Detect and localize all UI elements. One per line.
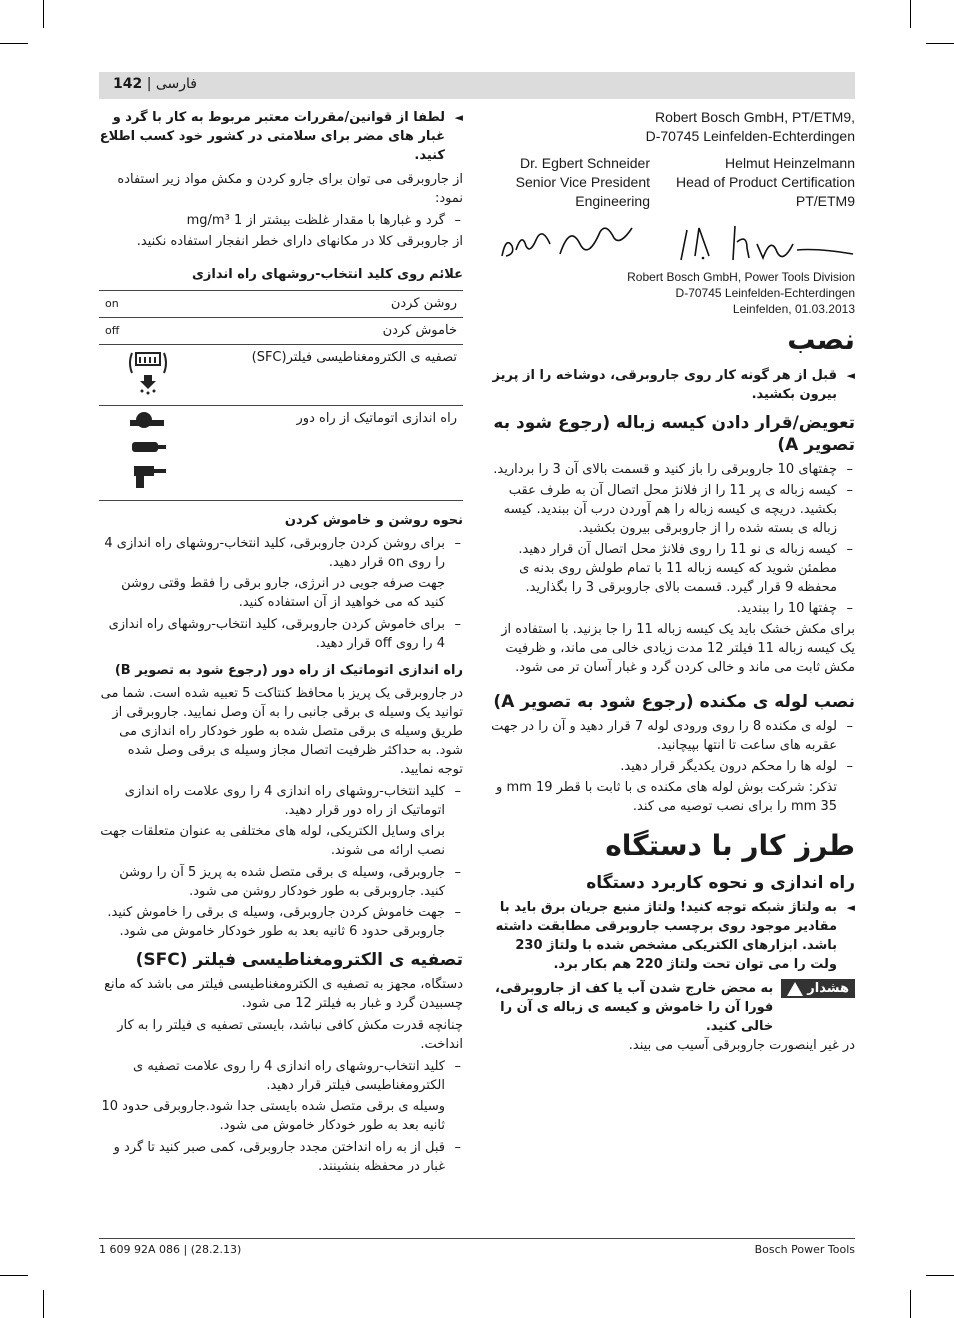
off-symbol: off [99, 318, 197, 345]
onoff-heading: نحوه روشن و خاموش کردن [284, 513, 463, 528]
symbols-row-text: روشن کردن [197, 291, 463, 318]
company-address: D-70745 Leinfelden-Echterdingen [645, 128, 855, 144]
signatory-2-name: Helmut Heinzelmann [725, 155, 855, 171]
voltage-warning: ◄ به ولتاژ شبکه توجه کنید! ولتاژ منبع جریان برق باید با مقادیر موجود روی برچسب جاروبرقی مطابقت داشته باشد. ابزارهای الکتریکی مشخص شده با ولتاژ 230 ولت را می توان تحت ولتاژ 220 هم بکار برد. [490, 898, 855, 974]
header-language: فارسی [155, 76, 197, 92]
symbols-row-text: تصفیه ی الکترومغناطیسی فیلتر(SFC) [197, 345, 463, 406]
signature-2 [665, 220, 855, 264]
hose-item-1: – لوله ی مکنده 8 را روی ورودی لوله 7 قرار دهید و آن را در جهت عقربه های ساعت تا انتها بپیچانید. [490, 717, 855, 755]
header-separator: | [146, 76, 156, 92]
bag-item-2: – کیسه زباله ی پر 11 را از فلانژ محل اتصال آن به طرف عقب بکشید. دریچه ی کیسه زباله را هم آوردن درب آن ببندید. کیسه زباله ی بسته شده را از جاروبرقی بیرون بکشید. [490, 481, 855, 538]
sfc-paragraph-2: چنانچه قدرت مکش کافی نباشد، بایستی تصفیه ی فیلتر را به کار انداخت. [117, 1018, 463, 1052]
sfc-item-1: – کلید انتخاب-روشهای راه اندازی 4 را روی علامت تصفیه ی الکترومغناطیسی فیلتر قرار دهید. [99, 1057, 463, 1095]
remote-heading: راه اندازی اتوماتیک از راه دور (رجوع شود به تصویر B) [114, 663, 463, 678]
signatory-1-dept: Engineering [575, 193, 650, 209]
signatures [490, 217, 855, 267]
crop-mark [910, 0, 911, 28]
sfc-item-2: – قبل از به راه انداختن مجدد جاروبرقی، کمی صبر کنید تا گرد و غبار در محفظه بنشینند. [99, 1138, 463, 1176]
crop-mark [43, 1290, 44, 1318]
usage-title: طرز کار با دستگاه [605, 829, 855, 862]
remote-item-1: – کلید انتخاب-روشهای راه اندازی 4 را روی علامت راه اندازی اتوماتیک از راه دور قرار دهید. [99, 782, 463, 820]
danger-box [490, 979, 855, 1036]
bag-item-4: – چفتها 10 را ببندید. [490, 599, 855, 618]
filter-cleaning-icon [99, 345, 197, 406]
symbols-heading: علائم روی کلید انتخاب-روشهای راه اندازی [191, 267, 463, 282]
remote-item-3: – جهت خاموش کردن جاروبرقی، وسیله ی برقی را خاموش کنید. جاروبرقی حدود 6 ثانیه بعد به طور خودکار خاموش می شود. [99, 903, 463, 941]
signatory-1-title: Senior Vice President [515, 174, 650, 190]
signatory-1-name: Dr. Egbert Schneider [520, 155, 650, 171]
power-tools-icon [99, 406, 197, 501]
danger-text-2: در غیر اینصورت جاروبرقی آسیب می بیند. [628, 1038, 855, 1053]
symbols-row-text: راه اندازی اتوماتیک از راه دور [197, 406, 463, 501]
remote-paragraph: در جاروبرقی یک پریز با محافظ کنتاکت 5 تعبیه شده است. شما می توانید یک وسیله ی برقی جانبی را به آن وصل نمایید. جاروبرقی از طریق وسیله ی برقی متصل شده به طور خودکار راه اندازی می شود. به حداکثر ظرفیت اتصال مجاز وسیله ی برقی وصل شده توجه نمایید. [100, 686, 463, 777]
intro-list-item: – گرد و غبارها با مقدار غلظت بیشتر از 1 mg/m³ [99, 211, 463, 230]
signatory-1 [490, 154, 650, 211]
company-division: Robert Bosch GmbH, Power Tools Division [627, 270, 855, 284]
intro-warning: ◄ لطفا از قوانین/مقررات معتبر مربوط به کار با گرد و غبار های مضر برای سلامتی در کشور خود کسب اطلاع کنید. [99, 108, 463, 165]
signatories [490, 154, 855, 211]
crop-mark [926, 43, 954, 44]
crop-mark [910, 1290, 911, 1318]
danger-label: هشدار [807, 981, 849, 996]
crop-mark [926, 1275, 954, 1276]
declaration-block [490, 108, 855, 317]
crop-mark [43, 0, 44, 28]
crop-mark [0, 43, 28, 44]
symbols-row-text: خاموش کردن [197, 318, 463, 345]
symbols-row-sfc [99, 345, 463, 406]
page-header [99, 72, 855, 99]
signatory-2-dept: PT/ETM9 [795, 193, 855, 209]
page-number: 142 [113, 76, 143, 92]
remote-note: برای وسایل الکتریکی، لوله های مختلفی به عنوان متعلقات جهت نصب ارائه می شوند. [100, 824, 445, 858]
intro-paragraph: از جاروبرقی می توان برای جارو کردن و مکش مواد زیر استفاده نمود: [117, 172, 463, 206]
warning-triangle-icon [787, 982, 803, 996]
company-name: Robert Bosch GmbH, PT/ETM9, [655, 109, 855, 125]
danger-badge [781, 979, 855, 998]
left-column [99, 108, 463, 1178]
sfc-note: وسیله ی برقی متصل شده بایستی جدا شود.جاروبرقی حدود 10 ثانیه بعد به طور خودکار خاموش می شود. [101, 1099, 445, 1133]
onoff-item-2: – برای خاموش کردن جاروبرقی، کلید انتخاب-روشهای راه اندازی 4 را روی off قرار دهید. [99, 615, 463, 653]
on-symbol: on [99, 291, 197, 318]
onoff-note: جهت صرفه جویی در انرژی، جارو برقی را فقط وقتی روشن کنید که می خواهید از آن استفاده کنید. [121, 576, 445, 610]
symbols-row-off [99, 318, 463, 345]
header-text [113, 76, 197, 92]
symbols-row-remote [99, 406, 463, 501]
remote-item-2: – جاروبرقی، وسیله ی برقی متصل شده به پریز 5 آن را روشن کنید. جاروبرقی به طور خودکار روشن می شود. [99, 863, 463, 901]
footer-code: 1 609 92A 086 | (28.2.13) [99, 1243, 242, 1256]
bag-paragraph: برای مکش خشک باید یک کیسه زباله 11 را جا بزنید. با استفاده از یک کیسه زباله 11 فیلتر 12 مدت زیادی خالی می ماند، و ظرفیت مکش ثابت می ماند و خالی کردن گرد و غبار آسان تر می شود. [501, 622, 855, 675]
signature-1 [490, 220, 650, 264]
footer-brand: Bosch Power Tools [754, 1243, 855, 1256]
symbols-table [99, 290, 463, 501]
sfc-heading: تصفیه ی الکترومغناطیسی فیلتر (SFC) [135, 950, 463, 970]
declaration-date: Leinfelden, 01.03.2013 [732, 302, 855, 316]
crop-mark [0, 1275, 28, 1276]
onoff-item-1: – برای روشن کردن جاروبرقی، کلید انتخاب-روشهای راه اندازی 4 را روی on قرار دهید. [99, 534, 463, 572]
symbols-row-on [99, 291, 463, 318]
page-footer [99, 1238, 855, 1256]
intro-paragraph-2: از جاروبرقی کلا در مکانهای دارای خطر انفجار استفاده نکنید. [136, 234, 463, 249]
right-column [490, 322, 855, 1058]
hose-item-2: – لوله ها را محکم درون یکدیگر قرار دهید. [490, 757, 855, 776]
bag-heading: تعویض/قرار دادن کیسه زباله (رجوع شود به تصویر A) [493, 413, 855, 455]
install-title: نصب [787, 323, 855, 356]
hose-heading: نصب لوله ی مکنده (رجوع شود به تصویر A) [493, 692, 855, 712]
install-warning: ◄ قبل از هر گونه کار روی جاروبرقی، دوشاخه را از پریز بیرون بکشید. [490, 366, 855, 404]
sfc-paragraph-1: دستگاه، مجهز به تصفیه ی الکترومغناطیسی فیلتر می باشد که مانع چسبیدن گرد و غبار به فیلتر 12 می شود. [104, 977, 463, 1011]
danger-text: به محض خارج شدن آب یا کف از جاروبرقی، فورا آن را خاموش و کیسه ی زباله ی آن را خالی کنید. [495, 981, 774, 1034]
hose-note: تذکر: شرکت بوش لوله های مکنده ی با ثابت با قطر 19 mm و 35 mm را برای نصب توصیه می کند. [496, 780, 837, 814]
usage-heading: راه اندازی و نحوه کاربرد دستگاه [586, 873, 855, 893]
company-division-address: D-70745 Leinfelden-Echterdingen [675, 286, 855, 300]
bag-item-1: – چفتهای 10 جاروبرقی را باز کنید و قسمت بالای آن 3 را بردارید. [490, 460, 855, 479]
signatory-2-title: Head of Product Certification [676, 174, 855, 190]
bag-item-3: – کیسه زباله ی نو 11 را روی فلانژ محل اتصال آن قرار دهید. مطمئن شوید که کیسه زباله 11 با تمام طولش روی بدنه ی محفظه 9 قرار گیرد. قسمت بالای جاروبرقی 3 را بگذارید. [490, 540, 855, 597]
signatory-2 [665, 154, 855, 211]
